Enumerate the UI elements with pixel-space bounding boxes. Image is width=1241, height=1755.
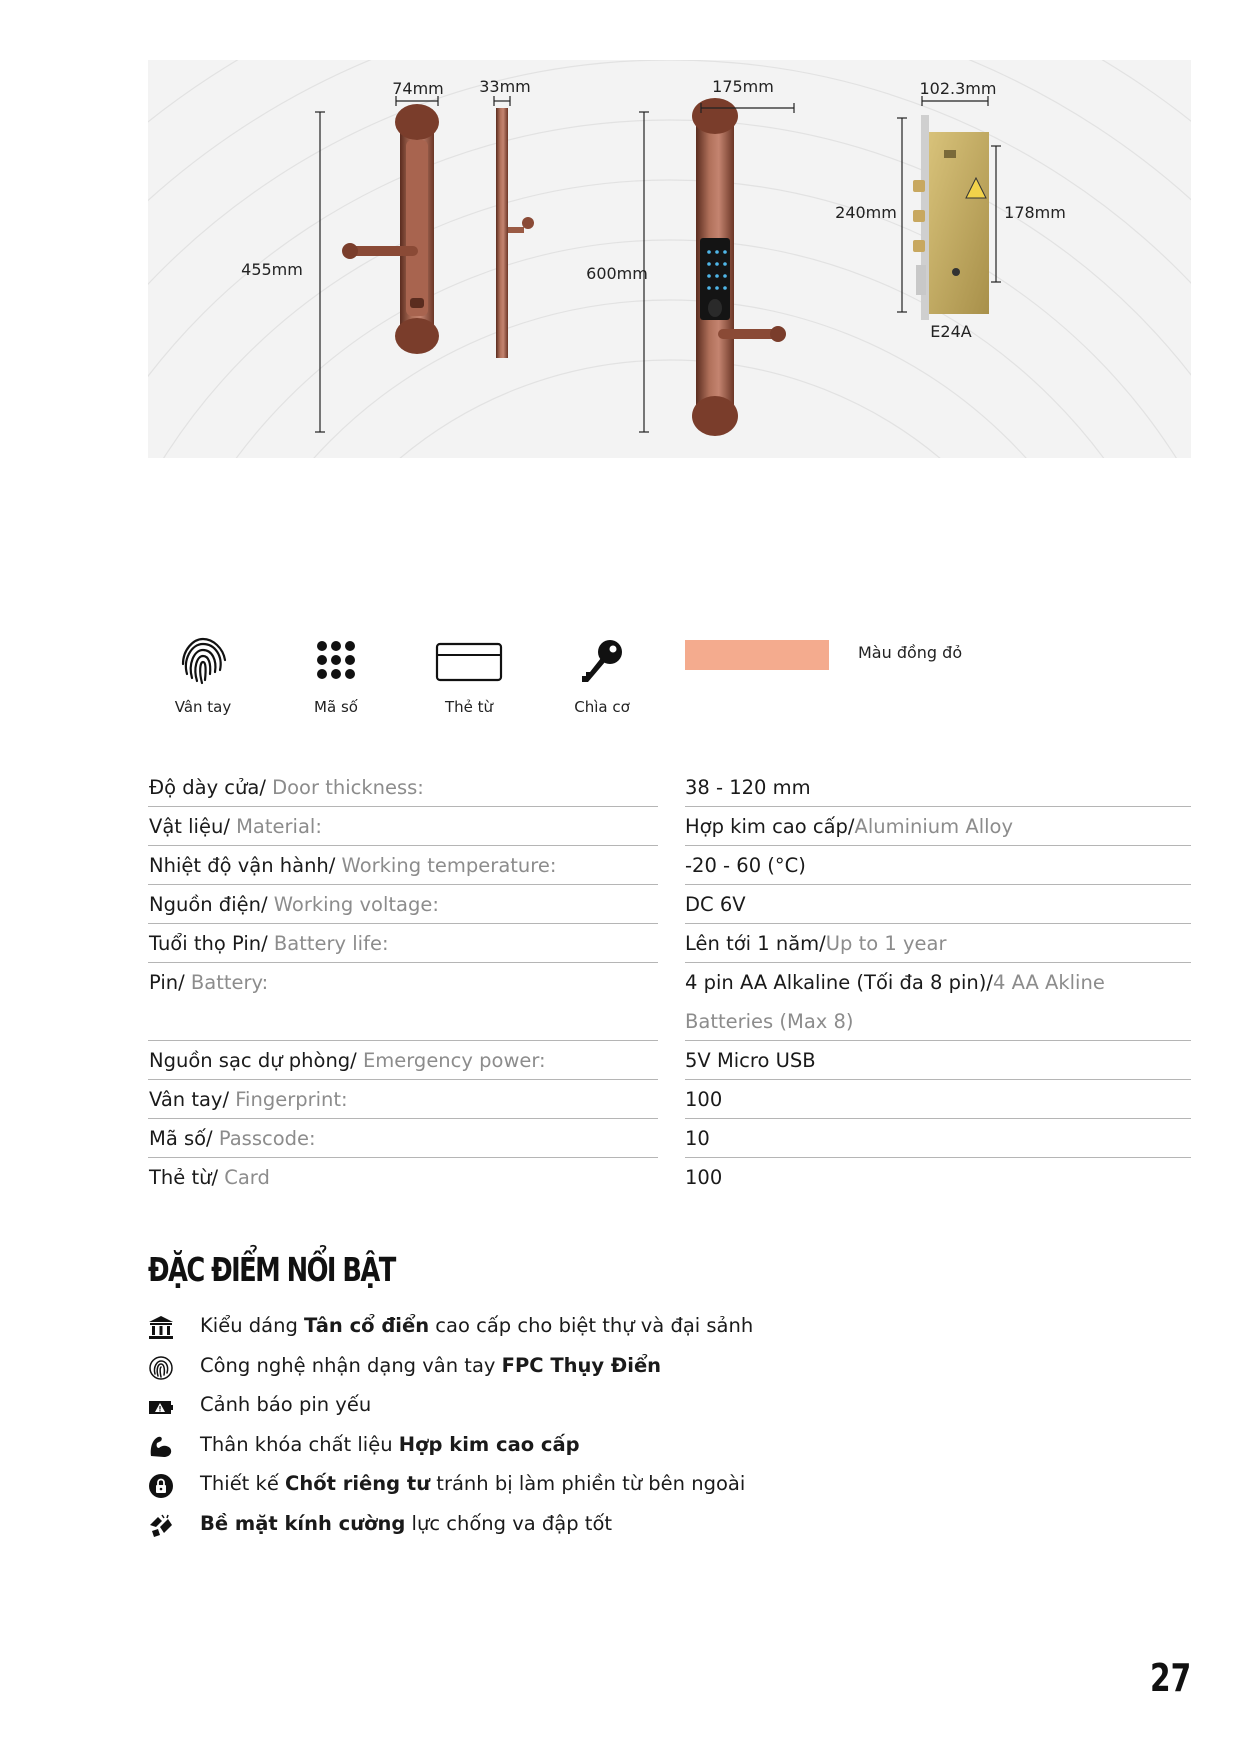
spec-label-vi: Thẻ từ/	[149, 1166, 219, 1189]
mortise-height-label: 240mm	[835, 203, 897, 222]
spec-label-en: Working temperature:	[335, 854, 557, 877]
battery-warning-icon	[148, 1394, 174, 1420]
mortise-inner-label: 178mm	[1004, 203, 1066, 222]
highlight-text: tránh bị làm phiền từ bên ngoài	[430, 1472, 746, 1495]
spec-value-vi: Hợp kim cao cấp/	[685, 815, 855, 838]
spec-table	[148, 768, 1191, 1197]
fingerprint-icon	[175, 636, 231, 688]
highlight-item	[148, 1430, 1048, 1470]
spec-value-vi: 10	[685, 1127, 710, 1150]
highlight-emphasis: Bề mặt kính cường	[200, 1511, 406, 1535]
spec-row	[148, 846, 1191, 885]
spec-value-vi: 100	[685, 1088, 723, 1111]
spec-row	[148, 1119, 1191, 1158]
key-icon	[574, 636, 630, 688]
side-lock-image	[496, 108, 534, 358]
highlights-title: ĐẶC ĐIỂM NỔI BẬT	[148, 1250, 395, 1289]
spec-label-vi: Tuổi thọ Pin/	[149, 932, 268, 955]
spec-row	[148, 963, 1191, 1041]
spec-value-vi: 4 pin AA Alkaline (Tối đa 8 pin)/	[685, 971, 993, 994]
spec-value-vi: DC 6V	[685, 893, 746, 916]
product-dimension-diagram	[148, 60, 1191, 458]
spec-label-en: Door thickness:	[265, 776, 424, 799]
classic-building-icon	[148, 1315, 174, 1341]
spec-label-en: Passcode:	[212, 1127, 316, 1150]
privacy-lock-icon	[148, 1473, 174, 1499]
highlight-text: Thiết kế	[200, 1472, 286, 1495]
spec-label-vi: Nguồn sạc dự phòng/	[149, 1049, 357, 1072]
strong-arm-icon	[148, 1434, 174, 1460]
mortise-width-label: 102.3mm	[919, 79, 997, 98]
spec-value-vi: 5V Micro USB	[685, 1049, 816, 1072]
highlights-list	[148, 1311, 1048, 1548]
highlight-text: lực chống va đập tốt	[405, 1511, 613, 1535]
spec-value-en: 4 AA Akline Batteries (Max 8)	[685, 971, 1105, 1033]
unlock-methods	[148, 636, 1191, 716]
highlight-item	[148, 1311, 1048, 1351]
unlock-method-passcode	[281, 636, 391, 716]
unlock-method-label: Vân tay	[174, 698, 232, 716]
highlight-emphasis: Hợp kim cao cấp	[398, 1432, 580, 1456]
spec-value-en: Up to 1 year	[825, 932, 947, 955]
spec-row	[148, 1041, 1191, 1080]
spec-label-vi: Mã số/	[149, 1127, 213, 1150]
spec-label-en: Battery life:	[267, 932, 389, 955]
spec-row	[148, 1158, 1191, 1197]
back-width-label: 175mm	[712, 77, 774, 96]
background-arcs	[148, 60, 1191, 458]
back-lock-image	[692, 98, 786, 436]
spec-value-en: Aluminium Alloy	[854, 815, 1014, 838]
keypad-icon	[308, 636, 364, 688]
side-thickness-label: 33mm	[479, 77, 531, 96]
highlight-text: Thân khóa chất liệu	[200, 1432, 399, 1456]
spec-label-en: Emergency power:	[356, 1049, 546, 1072]
front-lock-image	[342, 104, 439, 354]
spec-label-en: Card	[218, 1166, 270, 1189]
spec-label-en: Battery:	[184, 971, 269, 994]
spec-label-en: Material:	[229, 815, 322, 838]
highlight-text: cao cấp cho biệt thự và đại sảnh	[429, 1314, 754, 1337]
unlock-method-fingerprint	[148, 636, 258, 716]
unlock-method-label: Mã số	[314, 698, 358, 716]
unlock-method-label: Thẻ từ	[444, 698, 494, 716]
highlight-emphasis: FPC Thụy Điển	[501, 1353, 662, 1377]
spec-value-vi: -20 - 60 (°C)	[685, 854, 806, 877]
back-height-label: 600mm	[586, 264, 648, 283]
spec-row	[148, 1080, 1191, 1119]
highlight-item	[148, 1509, 1048, 1549]
spec-value-vi: Lên tới 1 năm/	[685, 932, 826, 955]
highlight-emphasis: Chốt riêng tư	[285, 1472, 431, 1495]
shatter-glass-icon	[148, 1513, 174, 1539]
spec-label-en: Fingerprint:	[229, 1088, 348, 1111]
dimension-drawing	[148, 60, 1191, 458]
spec-value-vi: 38 - 120 mm	[685, 776, 811, 799]
highlight-emphasis: Tân cổ điển	[304, 1314, 430, 1337]
spec-row	[148, 768, 1191, 807]
highlight-text: Cảnh báo pin yếu	[200, 1393, 372, 1416]
spec-value-vi: 100	[685, 1166, 723, 1189]
spec-label-vi: Vật liệu/	[149, 815, 230, 838]
card-icon	[434, 636, 504, 688]
unlock-method-label: Chìa cơ	[574, 698, 630, 716]
page-number: 27	[1150, 1656, 1192, 1700]
highlight-text: Kiểu dáng	[200, 1314, 305, 1337]
spec-label-vi: Độ dày cửa/	[149, 776, 266, 799]
spec-row	[148, 924, 1191, 963]
color-swatch	[685, 640, 829, 670]
mortise-image	[913, 115, 989, 320]
highlight-item	[148, 1390, 1048, 1430]
unlock-method-key	[547, 636, 657, 716]
mortise-model-label: E24A	[930, 322, 972, 341]
spec-label-vi: Vân tay/	[149, 1088, 230, 1111]
front-width-label: 74mm	[392, 79, 444, 98]
spec-row	[148, 885, 1191, 924]
unlock-method-card	[414, 636, 524, 716]
spec-label-en: Working voltage:	[267, 893, 439, 916]
highlight-item	[148, 1469, 1048, 1509]
color-label: Màu đồng đỏ	[858, 643, 963, 662]
highlight-item	[148, 1351, 1048, 1391]
spec-label-vi: Pin/	[149, 971, 185, 994]
fingerprint-icon	[148, 1355, 174, 1381]
highlight-text: Công nghệ nhận dạng vân tay	[200, 1353, 502, 1377]
spec-label-vi: Nguồn điện/	[149, 893, 268, 916]
front-height-label: 455mm	[241, 260, 303, 279]
spec-label-vi: Nhiệt độ vận hành/	[149, 854, 336, 877]
spec-row	[148, 807, 1191, 846]
